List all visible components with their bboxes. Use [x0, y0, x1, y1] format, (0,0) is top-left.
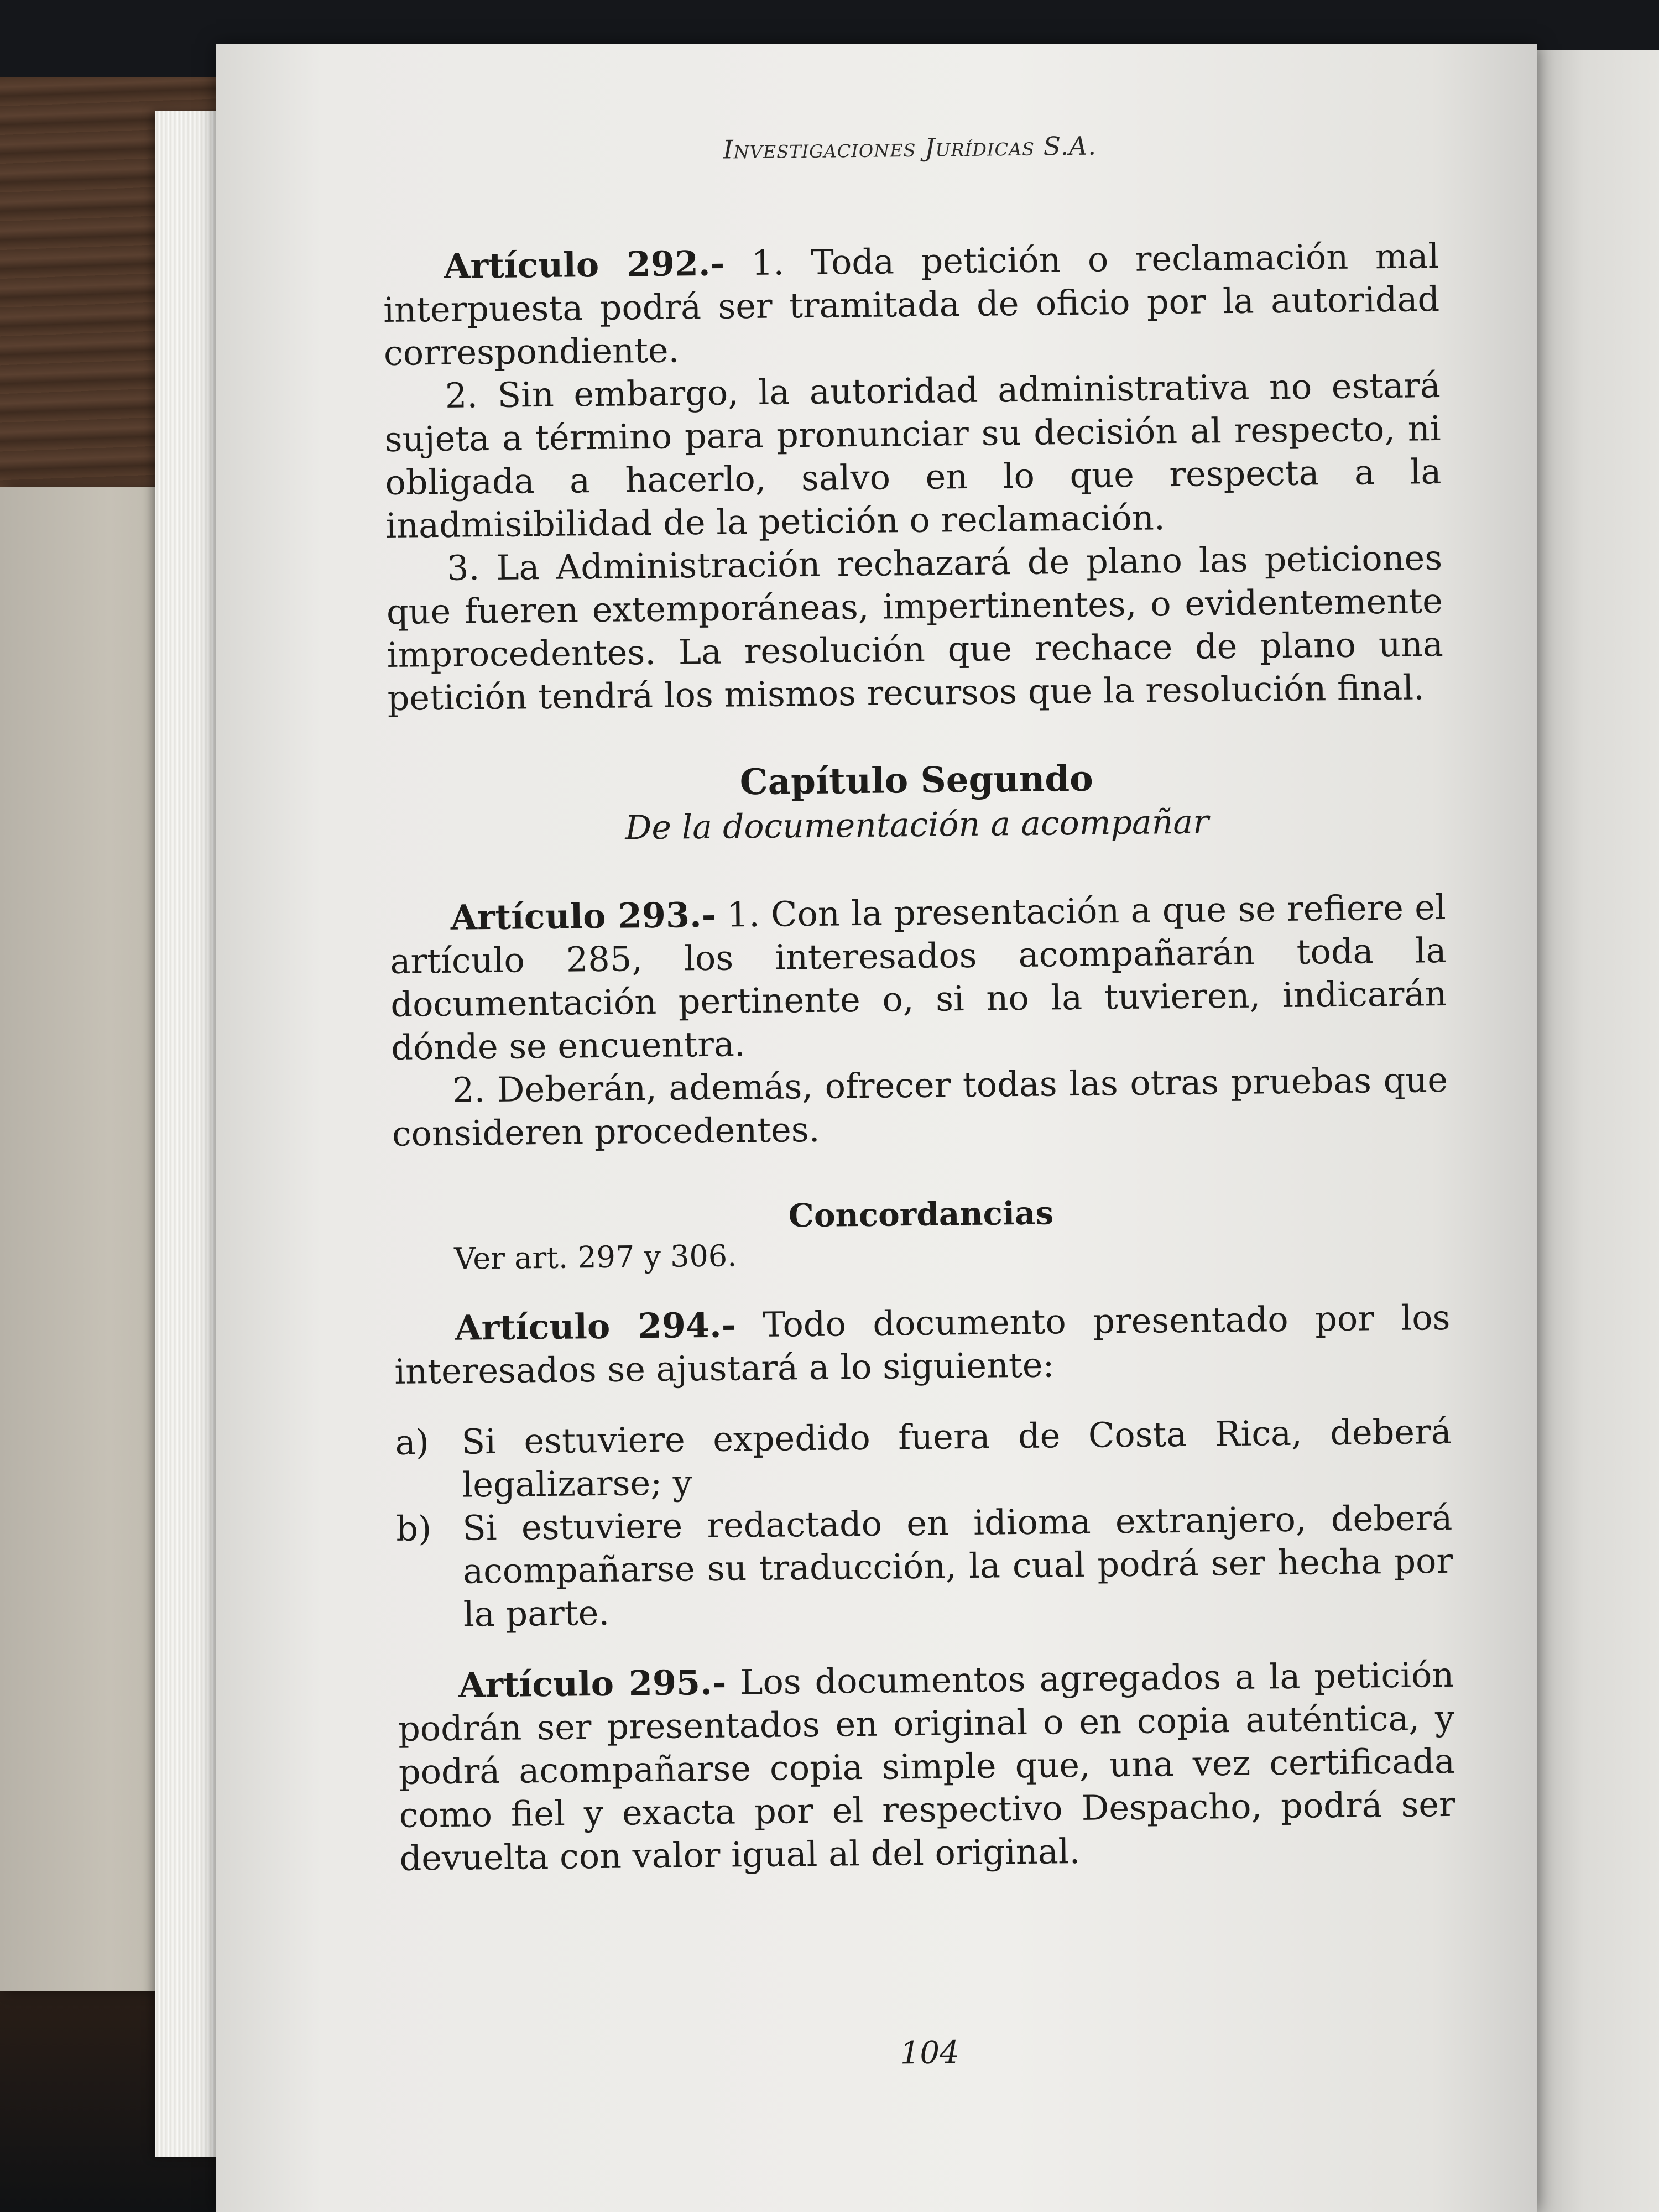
article-293-paragraph-2: 2. Deberán, además, ofrecer todas las otras pruebas que consideren procedentes. [392, 1059, 1448, 1154]
list-marker: b) [395, 1508, 432, 1549]
article-293-label: Artículo 293.- [450, 894, 716, 938]
article-292-paragraph-3: 3. La Administración rechazará de plano las peticiones que fueren extemporáneas, impertinentes, o evidentemente improcedentes. La resolución que rechace de plano una petición tendrá los mismos recursos que la resolución final. [386, 537, 1444, 718]
chapter-subtitle: De la documentación a acompañar [624, 802, 1209, 848]
concordancias-title: Concordancias [788, 1194, 1054, 1235]
article-295-paragraph-1 [398, 1653, 1456, 1880]
list-item-text: Si estuviere redactado en idioma extranjero, deberá acompañarse su traducción, la cual podrá ser hecha por la parte. [462, 1497, 1453, 1635]
article-292-label: Artículo 292.- [444, 243, 725, 286]
article-294-text-1: Todo documento presentado por los interesados se ajustará a lo siguiente: [394, 1297, 1451, 1392]
facing-page [1526, 50, 1659, 2212]
concordancias-text: Ver art. 297 y 306. [453, 1238, 737, 1276]
article-294-paragraph-1 [394, 1296, 1451, 1394]
running-head: Investigaciones Jurídicas S.A. [723, 131, 1097, 165]
article-295-text-1: Los documentos agregados a la petición podrán ser presentados en original o en copia auténtica, y podrá acompañarse copia simple que, una vez certificada como fiel y exacta por el respectivo Despacho, podrá ser devuelta con valor igual al del original. [398, 1654, 1456, 1879]
article-293-text-1: 1. Con la presentación a que se refiere el artículo 285, los interesados acompañarán toda la documentación pertinente o, si no la tuvieren, indicarán dónde se encuentra. [390, 886, 1447, 1068]
list-item-text: Si estuviere expedido fuera de Costa Rica, deberá legalizarse; y [461, 1411, 1452, 1505]
page-number: 104 [900, 2034, 960, 2072]
article-294-label: Artículo 294.- [455, 1305, 736, 1348]
article-292-paragraph-1 [383, 234, 1440, 375]
article-292-text-1: 1. Toda petición o reclamación mal interpuesta podrá ser tramitada de oficio por la autoridad correspondiente. [383, 235, 1440, 373]
article-295-label: Artículo 295.- [458, 1662, 727, 1705]
article-294-item-b [396, 1496, 1453, 1637]
article-294-item-a [395, 1410, 1452, 1507]
article-292-paragraph-2: 2. Sin embargo, la autoridad administrativa no estará sujeta a término para pronunciar su decisión al respecto, ni obligada a hacerlo, salvo en lo que respecta a la inadmisibilidad de la petición o reclamación. [384, 364, 1442, 546]
article-293-paragraph-1 [389, 886, 1447, 1070]
chapter-title: Capítulo Segundo [739, 758, 1094, 804]
page-content [382, 127, 1456, 2072]
list-marker: a) [395, 1422, 430, 1463]
